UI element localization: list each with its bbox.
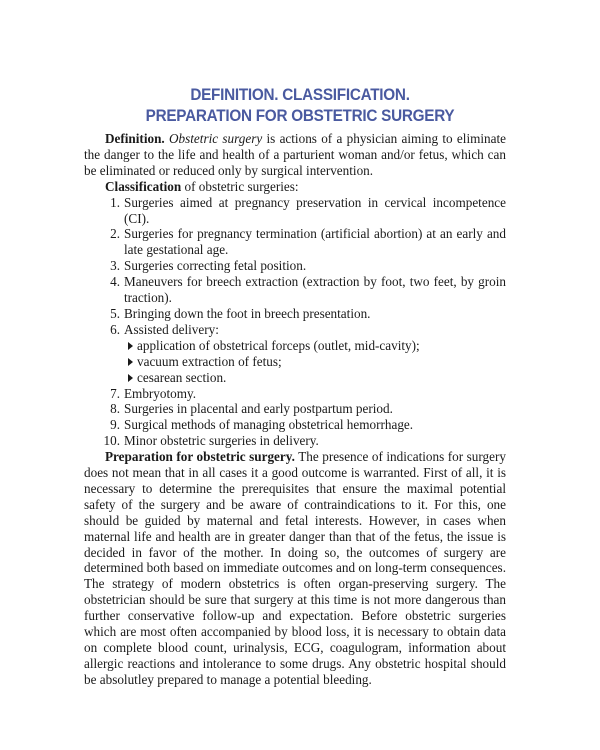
page-title (30, 84, 570, 126)
list-item: 10. Minor obstetric surgeries in delivery. (103, 433, 319, 449)
preparation-paragraph: Preparation for obstetric surgery. The presence of indications for surgery does not mean that in all cases it a good outcome is warranted. First of all, it is necessary to determine the prerequisites that ensure the maximal potential safety of the surgery and be aware of contraindications to it. For this, one should be guided by maternal and fetal interests. However, in cases when maternal life and health are in greater danger than that of the fetus, the issue is decided in favor of the mother. In doing so, the outcomes of surgery are determined both based on immediate outcomes and on long-term consequences. The strategy of modern obstetrics is often organ-preserving surgery. The obstetrician should be sure that surgery at this time is not more dangerous than further conservative follow-up and expectation. Before obstetric surgeries which are most often accompanied by blood loss, it is necessary to obtain data on complete blood count, urinalysis, ECG, coagulogram, information about allergic reactions and intolerance to some drugs. Any obstetric hospital should be absolutley prepared to manage a potential bleeding. (84, 449, 506, 687)
sublist-item: vacuum extraction of fetus; (84, 354, 506, 370)
preparation-label: Preparation for obstetric surgery. (105, 449, 295, 465)
triangle-bullet-icon (128, 358, 133, 366)
definition-text: is actions of a physician aiming to eliminate the danger to the life and health of a parturient woman and/or fetus, which can be eliminated or reduced only by surgical intervention. (84, 131, 506, 178)
list-item: 3. Surgeries correcting fetal position. (110, 258, 307, 274)
triangle-bullet-icon (128, 374, 133, 382)
triangle-bullet-icon (128, 342, 133, 350)
list-item: 1. Surgeries aimed at pregnancy preservation in cervical incompetence (CI). (110, 194, 506, 226)
list-item: 4. Maneuvers for breech extraction (extraction by foot, two feet, by groin traction). (110, 274, 506, 306)
sublist-item: cesarean section. (84, 370, 506, 386)
classification-list (84, 195, 506, 338)
list-item: 8. Surgeries in placental and early postpartum period. (110, 401, 393, 417)
definition-term: Obstetric surgery (169, 131, 263, 146)
sublist-item: application of obstetrical forceps (outlet, mid-cavity); (84, 338, 506, 354)
list-item: 6. Assisted delivery: (110, 321, 219, 337)
list-item: 5. Bringing down the foot in breech presentation. (110, 305, 371, 321)
classification-list-continued (84, 386, 506, 450)
list-item: 9. Surgical methods of managing obstetrical hemorrhage. (110, 417, 414, 433)
classification-intro: Classification of obstetric surgeries: (105, 178, 299, 194)
classification-label: Classification (105, 178, 182, 194)
title-line-1: DEFINITION. CLASSIFICATION. (190, 85, 410, 104)
title-line-2: PREPARATION FOR OBSTETRIC SURGERY (145, 106, 455, 125)
body-text (84, 131, 506, 688)
assisted-delivery-sublist (84, 338, 506, 386)
definition-label: Definition. (105, 131, 165, 146)
definition-paragraph (84, 131, 506, 179)
list-item: 7. Embryotomy. (110, 385, 197, 401)
list-item: 2. Surgeries for pregnancy termination (artificial abortion) at an early and late gestational age. (110, 226, 506, 258)
